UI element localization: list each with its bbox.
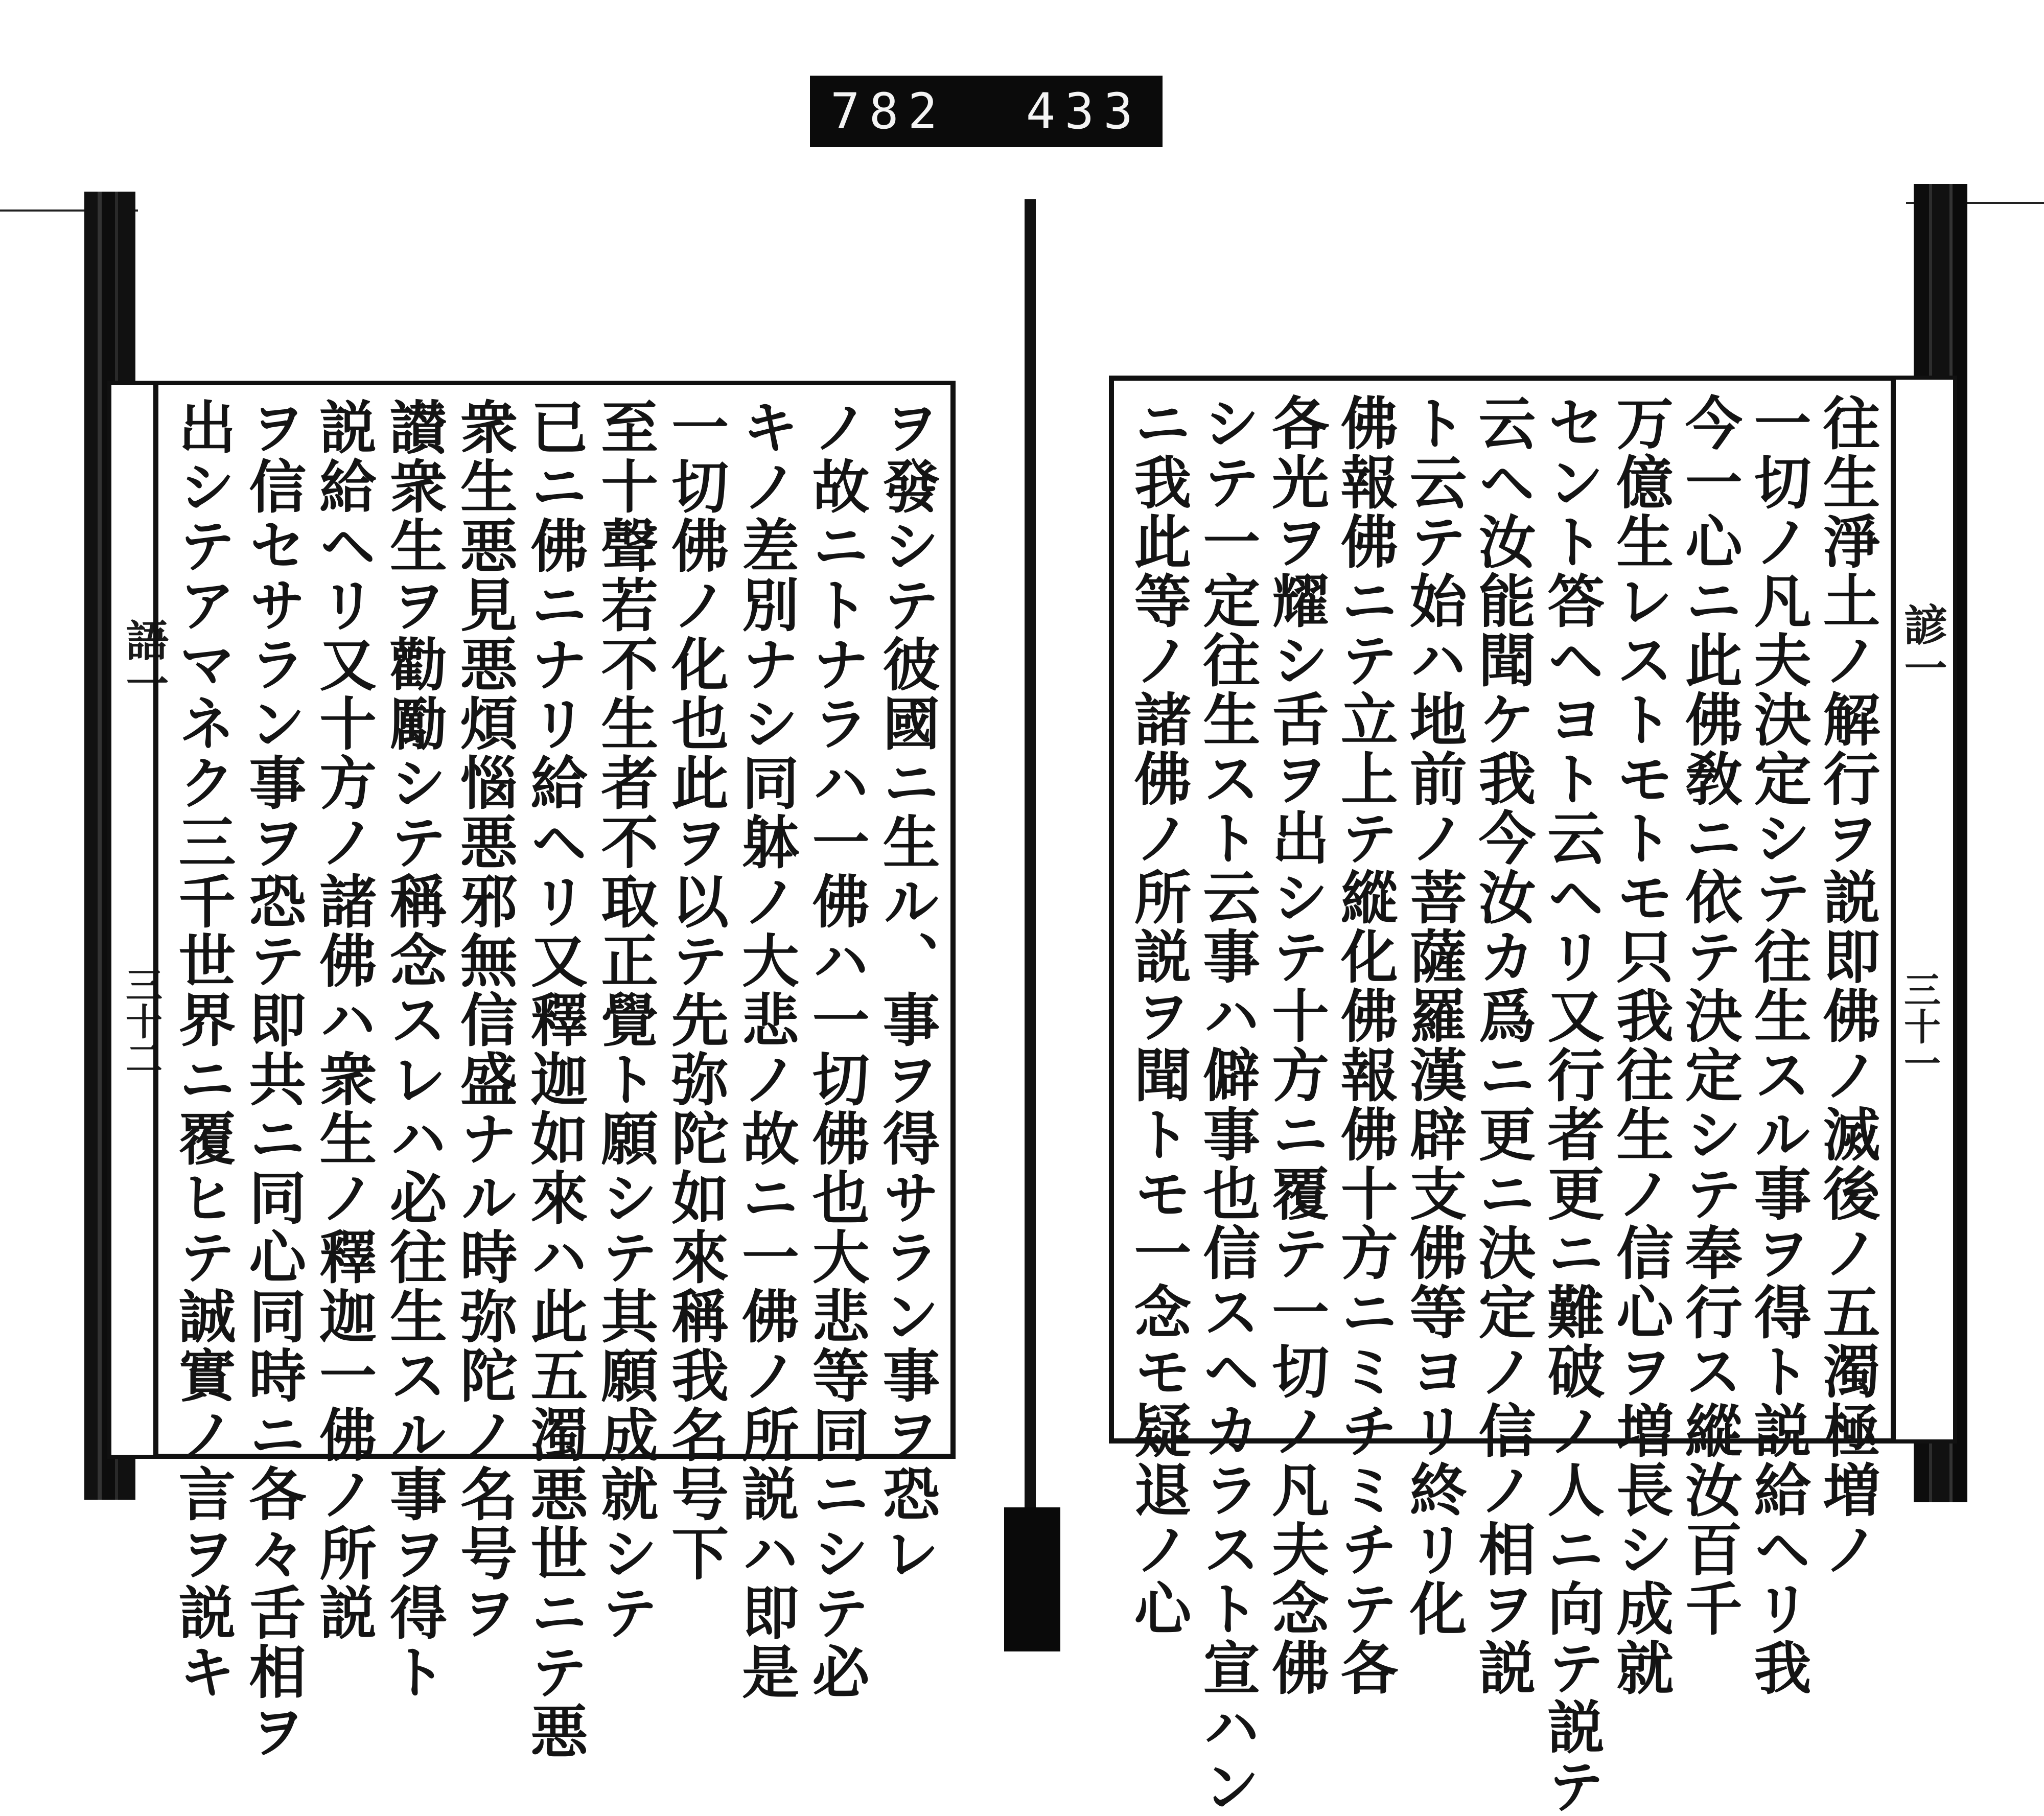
right-page-margin-title: 諺一 [1897, 603, 1948, 689]
frame-number-label [810, 76, 1163, 147]
left-page-text-frame [153, 381, 956, 1761]
text-column: 衆生悪見悪煩惱悪邪無信盛ナル時弥陀ノ名号ヲ [451, 398, 518, 1642]
left-page-text-area [169, 398, 940, 1761]
text-column: 説給ヘリ又十方ノ諸佛ハ衆生ノ釋迦一佛ノ所説 [310, 398, 377, 1642]
text-column: 今一心ニ此佛敎ニ依テ決定シテ奉行ス縱汝百千 [1676, 393, 1743, 1638]
text-column: 一切佛ノ化也此ヲ以テ先弥陀如來稱我名号下 [662, 398, 729, 1583]
text-column: 各光ヲ耀シ舌ヲ出シテ十方ニ覆テ一切ノ凡夫念佛 [1262, 393, 1330, 1697]
text-column: 云ヘ汝能聞ケ我今汝カ爲ニ更ニ決定ノ信ノ相ヲ説 [1469, 393, 1536, 1697]
text-column: 已ニ佛ニナリ給ヘリ又釋迦如來ハ此五濁悪世ニテ悪 [521, 398, 588, 1761]
text-column: 讃衆生ヲ勸勵シテ稱念スレハ必往生スル事ヲ得ト [380, 398, 448, 1702]
text-column: 一切ノ凡夫決定シテ往生スル事ヲ得ト説給ヘリ我 [1745, 393, 1812, 1697]
left-page [119, 184, 981, 1761]
right-page-folio: 三十一 [1898, 971, 1941, 1081]
text-column: ニ我此等ノ諸佛ノ所説ヲ聞トモ一念モ疑退ノ心 [1125, 393, 1192, 1638]
right-page [1063, 184, 1948, 1816]
frame-number-right: 433 [1026, 83, 1142, 140]
text-column: 万億生レストモトモ只我往生ノ信心ヲ増長シ成就 [1607, 393, 1674, 1697]
text-column: ノ故ニトナラハ一佛ハ一切佛也大悲等同ニシテ必 [803, 398, 870, 1702]
text-column: 佛報佛ニテ立上テ縱化佛報佛十方ニミチミチテ各 [1331, 393, 1399, 1697]
text-column: 往生淨土ノ解行ヲ説即佛ノ滅後ノ五濁極増ノ [1813, 393, 1880, 1579]
left-page-folio: 三十二 [120, 966, 163, 1076]
text-column: ヲ信セサラン事ヲ恐テ即共ニ同心同時ニ各々舌相ヲ [239, 398, 307, 1761]
text-column: セント答ヘヨト云ヘリ又行者更ニ難破ノ人ニ向テ説テ [1538, 393, 1605, 1816]
right-page-text-area [1125, 393, 1880, 1816]
gutter-line [1025, 199, 1036, 1507]
text-column: ヲ發シテ彼國ニ生ル、事ヲ得サラン事ヲ恐レ [873, 398, 940, 1583]
text-column: シテ一定往生スト云事ハ僻事也信スヘカラスト宣ハン [1193, 393, 1261, 1816]
right-page-margin-strip [1891, 376, 1957, 1444]
left-page-margin-title: 語一 [119, 618, 170, 704]
text-column: 出シテアマネク三千世界ニ覆ヒテ誠實ノ言ヲ説キ [169, 398, 236, 1702]
text-column: 至十聲若不生者不取正覺ト願シテ其願成就シテ [591, 398, 659, 1642]
text-column: キノ差別ナシ同躰ノ大悲ノ故ニ一佛ノ所説ハ即是 [732, 398, 800, 1702]
right-page-text-frame [1109, 376, 1896, 1816]
frame-number-left: 782 [830, 83, 947, 140]
spine-clip [1004, 1507, 1060, 1651]
text-column: ト云テ始ハ地前ノ菩薩羅漢辟支佛等ヨリ終リ化 [1400, 393, 1468, 1638]
